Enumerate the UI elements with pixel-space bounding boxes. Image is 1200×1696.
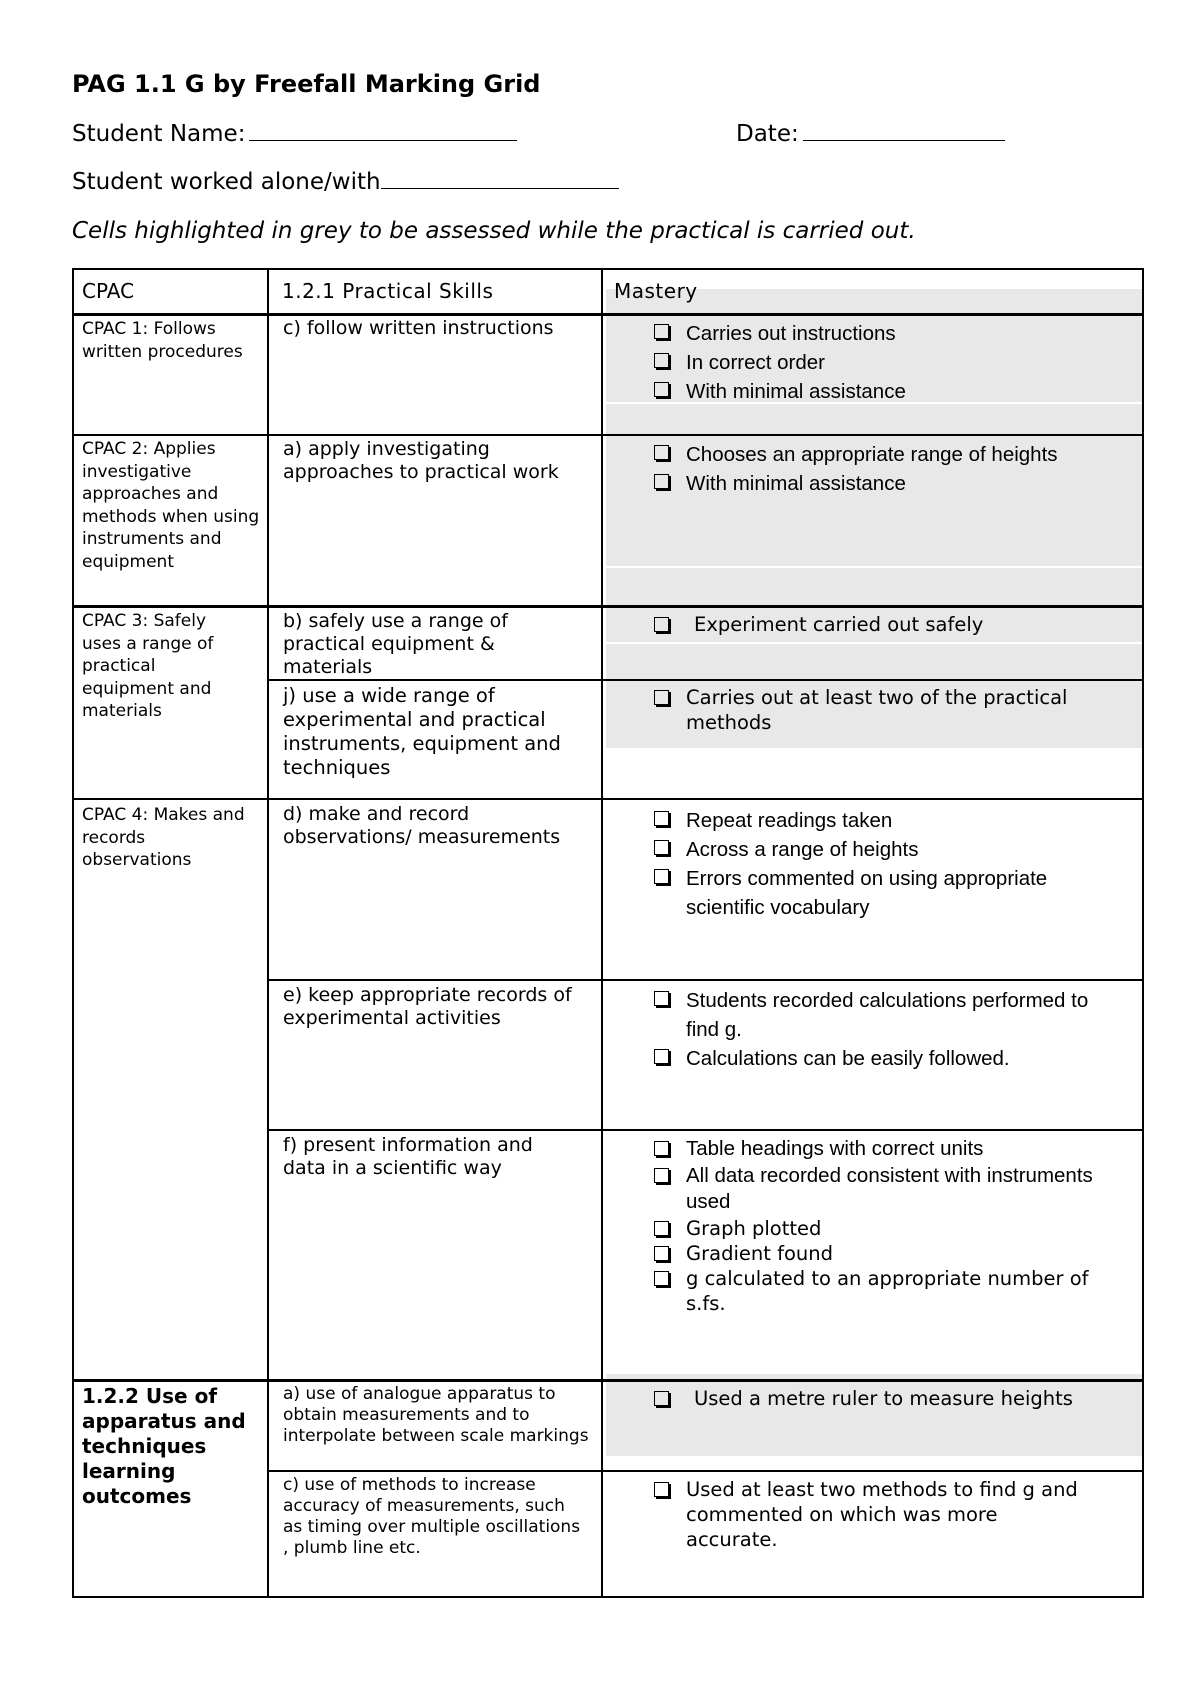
mastery-list-row6 [648, 986, 1118, 1073]
mastery-item[interactable]: Table headings with correct units [648, 1136, 1118, 1163]
date-row [736, 120, 1005, 147]
mastery-item[interactable]: All data recorded consistent with instruments used [648, 1163, 1118, 1216]
apparatus-outcomes-label: 1.2.2 Use of apparatus and techniques learning outcomes [82, 1384, 246, 1508]
checkbox-icon[interactable] [654, 382, 669, 397]
cpac-1-label: CPAC 1: Follows written procedures [82, 319, 243, 362]
student-name-label: Student Name: [72, 121, 246, 147]
checkbox-icon[interactable] [654, 1391, 669, 1406]
student-name-blank[interactable] [249, 120, 517, 141]
mastery-item[interactable]: With minimal assistance [648, 377, 1118, 406]
skill-row9: c) use of methods to increase accuracy of measurements, such as timing over multiple oscillations , plumb line etc. [283, 1475, 581, 1558]
cpac-3-label: CPAC 3: Safely uses a range of practical equipment and materials [82, 611, 214, 721]
checkbox-icon[interactable] [654, 324, 669, 339]
checkbox-icon[interactable] [654, 991, 669, 1006]
skill-row7: f) present information and data in a scientific way [283, 1134, 533, 1179]
mastery-item[interactable]: With minimal assistance [648, 469, 1118, 498]
checkbox-icon[interactable] [654, 1221, 669, 1236]
skill-row1: c) follow written instructions [283, 317, 554, 339]
mastery-item[interactable]: Across a range of heights [648, 835, 1118, 864]
header-practical-skills: 1.2.1 Practical Skills [282, 279, 494, 303]
mastery-list-row3 [648, 612, 1118, 637]
checkbox-icon[interactable] [654, 1049, 669, 1064]
mastery-list-row1 [648, 319, 1118, 406]
mastery-list-row4 [648, 685, 1118, 735]
mastery-item[interactable]: Carries out at least two of the practical methods [648, 685, 1118, 735]
checkbox-icon[interactable] [654, 1482, 669, 1497]
header-cpac: CPAC [82, 279, 135, 303]
date-blank[interactable] [803, 120, 1005, 141]
mastery-item[interactable]: Carries out instructions [648, 319, 1118, 348]
page-title: PAG 1.1 G by Freefall Marking Grid [72, 70, 541, 98]
student-name-row [72, 120, 517, 147]
mastery-item[interactable]: Repeat readings taken [648, 806, 1118, 835]
mastery-item[interactable]: Gradient found [648, 1241, 1118, 1266]
mastery-list-row5 [648, 806, 1118, 922]
checkbox-icon[interactable] [654, 617, 669, 632]
checkbox-icon[interactable] [654, 1168, 669, 1183]
worked-with-row [72, 168, 619, 195]
mastery-item[interactable]: Used at least two methods to find g and commented on which was more accurate. [648, 1477, 1088, 1552]
cpac-4-label: CPAC 4: Makes and records observations [82, 805, 245, 870]
mastery-item[interactable]: Calculations can be easily followed. [648, 1044, 1118, 1073]
mastery-list-row9 [648, 1477, 1088, 1552]
mastery-item[interactable]: Chooses an appropriate range of heights [648, 440, 1118, 469]
worked-with-label: Student worked alone/with [72, 169, 381, 195]
mastery-list-row2 [648, 440, 1118, 498]
mastery-item[interactable]: In correct order [648, 348, 1118, 377]
checkbox-icon[interactable] [654, 353, 669, 368]
skill-row8: a) use of analogue apparatus to obtain measurements and to interpolate between scale markings [283, 1384, 589, 1446]
worked-with-blank[interactable] [381, 168, 619, 189]
mastery-list-row8 [648, 1386, 1118, 1411]
skill-row4: j) use a wide range of experimental and practical instruments, equipment and techniques [283, 684, 561, 779]
mastery-item[interactable]: Used a metre ruler to measure heights [648, 1386, 1118, 1411]
skill-row3: b) safely use a range of practical equipment & materials [283, 610, 508, 678]
checkbox-icon[interactable] [654, 445, 669, 460]
mastery-item[interactable]: Graph plotted [648, 1216, 1118, 1241]
checkbox-icon[interactable] [654, 1271, 669, 1286]
checkbox-icon[interactable] [654, 869, 669, 884]
checkbox-icon[interactable] [654, 811, 669, 826]
mastery-item[interactable]: g calculated to an appropriate number of s.fs. [648, 1266, 1118, 1316]
marking-table [72, 268, 1144, 1598]
date-label: Date: [736, 121, 799, 147]
mastery-list-row7 [648, 1136, 1118, 1316]
checkbox-icon[interactable] [654, 1141, 669, 1156]
checkbox-icon[interactable] [654, 474, 669, 489]
checkbox-icon[interactable] [654, 690, 669, 705]
skill-row2: a) apply investigating approaches to practical work [283, 438, 559, 483]
assessment-note: Cells highlighted in grey to be assessed while the practical is carried out. [72, 218, 916, 244]
skill-row6: e) keep appropriate records of experimental activities [283, 984, 572, 1029]
cpac-2-label: CPAC 2: Applies investigative approaches and methods when using instruments and equipment [82, 439, 260, 572]
checkbox-icon[interactable] [654, 1246, 669, 1261]
header-mastery: Mastery [614, 279, 698, 303]
mastery-item[interactable]: Students recorded calculations performed to find g. [648, 986, 1118, 1044]
mastery-item[interactable]: Errors commented on using appropriate scientific vocabulary [648, 864, 1118, 922]
checkbox-icon[interactable] [654, 840, 669, 855]
mastery-item[interactable]: Experiment carried out safely [648, 612, 1118, 637]
skill-row5: d) make and record observations/ measurements [283, 803, 561, 848]
